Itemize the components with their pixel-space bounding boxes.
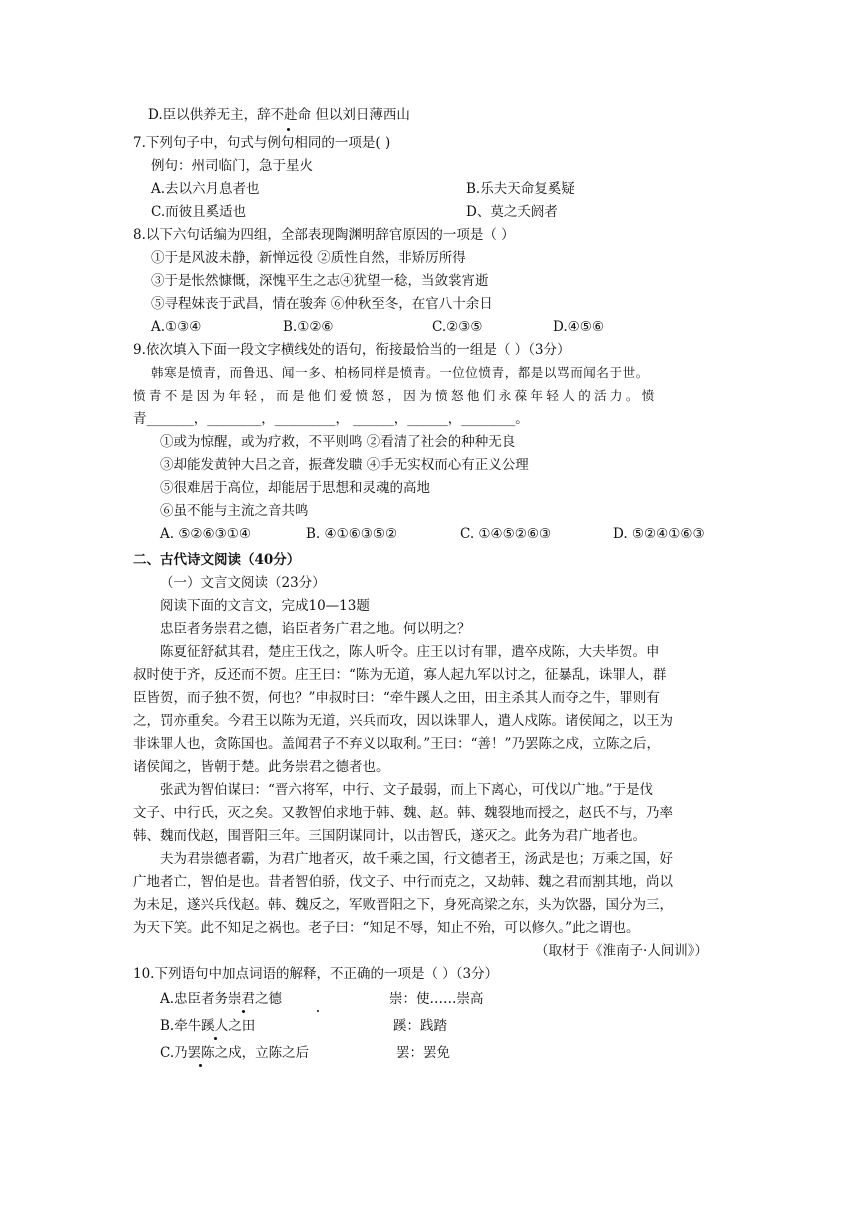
q8-option-c: C.②③⑤	[432, 319, 483, 335]
q8-option-b: B.①②⑥	[283, 319, 334, 335]
emphasis-dot	[199, 1064, 202, 1067]
passage-p1-line-6: 诸侯闻之，皆朝于楚。此务崇君之德者也。	[133, 759, 390, 775]
q6-option-d: D.臣以供养无主，辞不赴命 但以刘日薄西山	[148, 107, 410, 123]
passage-intro: 忠臣者务崇君之德，谄臣者务广君之地。何以明之？	[160, 621, 471, 637]
emphasis-dot	[287, 128, 290, 131]
q9-choice-3-4: ③却能发黄钟大吕之音，振聋发聩 ④手无实权而心有正义公理	[160, 457, 529, 473]
passage-p1-line-2: 叔时使于齐，反还而不贺。庄王曰：“陈为无道，寡人起九军以讨之，征暴乱，诛罪人，群	[133, 667, 667, 683]
subsection-heading: （一）文言文阅读（23分）	[160, 575, 326, 591]
q9-choice-5: ⑤很难居于高位，却能居于思想和灵魂的高地	[160, 480, 430, 496]
q8-sentence-5-6: ⑤寻程妹丧于武昌，情在骏奔 ⑥仲秋至冬，在官八十余日	[151, 296, 493, 312]
passage-p1-line-3: 臣皆贺，而子独不贺，何也？”申叔时曰：“牵牛蹊人之田，田主杀其人而夺之牛，罪则有	[133, 690, 660, 706]
section-two-heading: 二、古代诗文阅读（40分）	[133, 552, 301, 568]
passage-p1-line-5: 非诛罪人也，贪陈国也。盖闻君子不弃义以取利。”王曰：“善！”乃罢陈之戍，立陈之后，	[133, 736, 660, 752]
q9-option-b: B. ④①⑥③⑤②	[306, 526, 398, 542]
passage-p2-line-3: 韩、魏而伐赵，围晋阳三年。三国阴谋同计，以击智氏，遂灭之。此务为君广地者也。	[133, 828, 646, 844]
q9-blanks-line: 青_______，________，_________， ______，______，________。	[133, 411, 529, 427]
q9-choice-1-2: ①或为惊醒，或为疗救，不平则鸣 ②看清了社会的种种无良	[160, 434, 516, 450]
passage-p1-line-4: 之，罚亦重矣。今君王以陈为无道，兴兵而攻，因以诛罪人，遣人戍陈。诸侯闻之，以王为	[133, 713, 673, 729]
q8-sentence-1-2: ①于是风波未静，新惮远役 ②质性自然，非矫厉所得	[151, 250, 466, 266]
q10-option-b: B.牵牛蹊人之田	[160, 1018, 256, 1034]
q10-option-c: C.乃罢陈之戍，立陈之后	[160, 1045, 310, 1061]
emphasis-dot	[214, 1037, 217, 1040]
passage-p2-line-2: 文子、中行氏，灭之矣。又教智伯求地于韩、魏、赵。韩、魏裂地而授之，赵氏不与，乃率	[133, 805, 673, 821]
q7-option-c: C.而彼且奚适也	[151, 204, 247, 220]
passage-source: （取材于《淮南子·人间训》）	[535, 943, 709, 959]
passage-p3-line-2: 广地者亡，智伯是也。昔者智伯骄，伐文子、中行而克之，又劫韩、魏之君而割其地，尚以	[133, 874, 673, 890]
emphasis-dot	[317, 1010, 319, 1012]
q9-stem: 9.依次填入下面一段文字横线处的语句，衔接最恰当的一组是（ ）（3分）	[133, 342, 571, 358]
emphasis-dot	[242, 1010, 245, 1013]
q7-option-d: D、莫之夭阏者	[466, 204, 558, 220]
q9-option-a: A. ⑤②⑥③①④	[160, 526, 251, 542]
q9-passage-line-1: 韩寒是愤青，而鲁迅、闻一多、柏杨同样是愤青。一位位愤青，都是以骂而闻名于世。	[151, 365, 649, 380]
passage-p1-line-1: 陈夏征舒弑其君，楚庄王伐之，陈人听令。庄王以讨有罪，遣卒戍陈，大夫毕贺。申	[160, 644, 660, 660]
q7-example: 例句：州司临门，急于星火	[151, 158, 313, 174]
q7-option-b: B.乐夫天命复奚疑	[466, 181, 575, 197]
q8-stem: 8.以下六句话编为四组，全部表现陶渊明辞官原因的一项是（ ）	[133, 227, 515, 243]
q7-option-a: A.去以六月息者也	[151, 181, 260, 197]
q8-option-d: D.④⑤⑥	[553, 319, 604, 335]
q9-option-d: D. ⑤②④①⑥③	[613, 526, 705, 542]
passage-p3-line-1: 夫为君崇德者霸，为君广地者灭，故千乘之国，行文德者王，汤武是也；万乘之国，好	[160, 851, 673, 867]
q10-option-a: A.忠臣者务崇君之德	[160, 991, 283, 1007]
q8-option-a: A.①③④	[151, 319, 202, 335]
q10-option-b-gloss: 蹊：践踏	[393, 1018, 447, 1034]
passage-p2-line-1: 张武为智伯谋曰：“晋六将军，中行、文子最弱，而上下离心，可伐以广地。”于是伐	[160, 782, 654, 798]
q10-stem: 10.下列语句中加点词语的解释，不正确的一项是（ ）（3分）	[133, 966, 499, 982]
passage-p3-line-3: 为未足，遂兴兵伐赵。韩、魏反之，军败晋阳之下，身死高梁之东，头为饮器，国分为三，	[133, 897, 673, 913]
passage-p3-line-4: 为天下笑。此不知足之祸也。老子曰：“知足不辱，知止不殆，可以修久。”此之谓也。	[133, 920, 640, 936]
q10-option-a-gloss: 崇：使……崇高	[389, 991, 484, 1007]
q7-stem: 7.下列句子中，句式与例句相同的一项是( )	[133, 135, 391, 151]
q9-passage-line-2: 愤青不是因为年轻，而是他们爱愤怒，因为愤怒他们永葆年轻人的活力。愤	[133, 388, 658, 403]
q10-option-c-gloss: 罢：罢免	[396, 1045, 450, 1061]
q9-choice-6: ⑥虽不能与主流之音共鸣	[160, 503, 309, 519]
reading-instruction: 阅读下面的文言文，完成10—13题	[160, 598, 370, 614]
q9-option-c: C. ①④⑤②⑥③	[460, 526, 552, 542]
q8-sentence-3-4: ③于是怅然慷慨，深愧平生之志④犹望一稔，当敛裳宵逝	[151, 273, 489, 289]
